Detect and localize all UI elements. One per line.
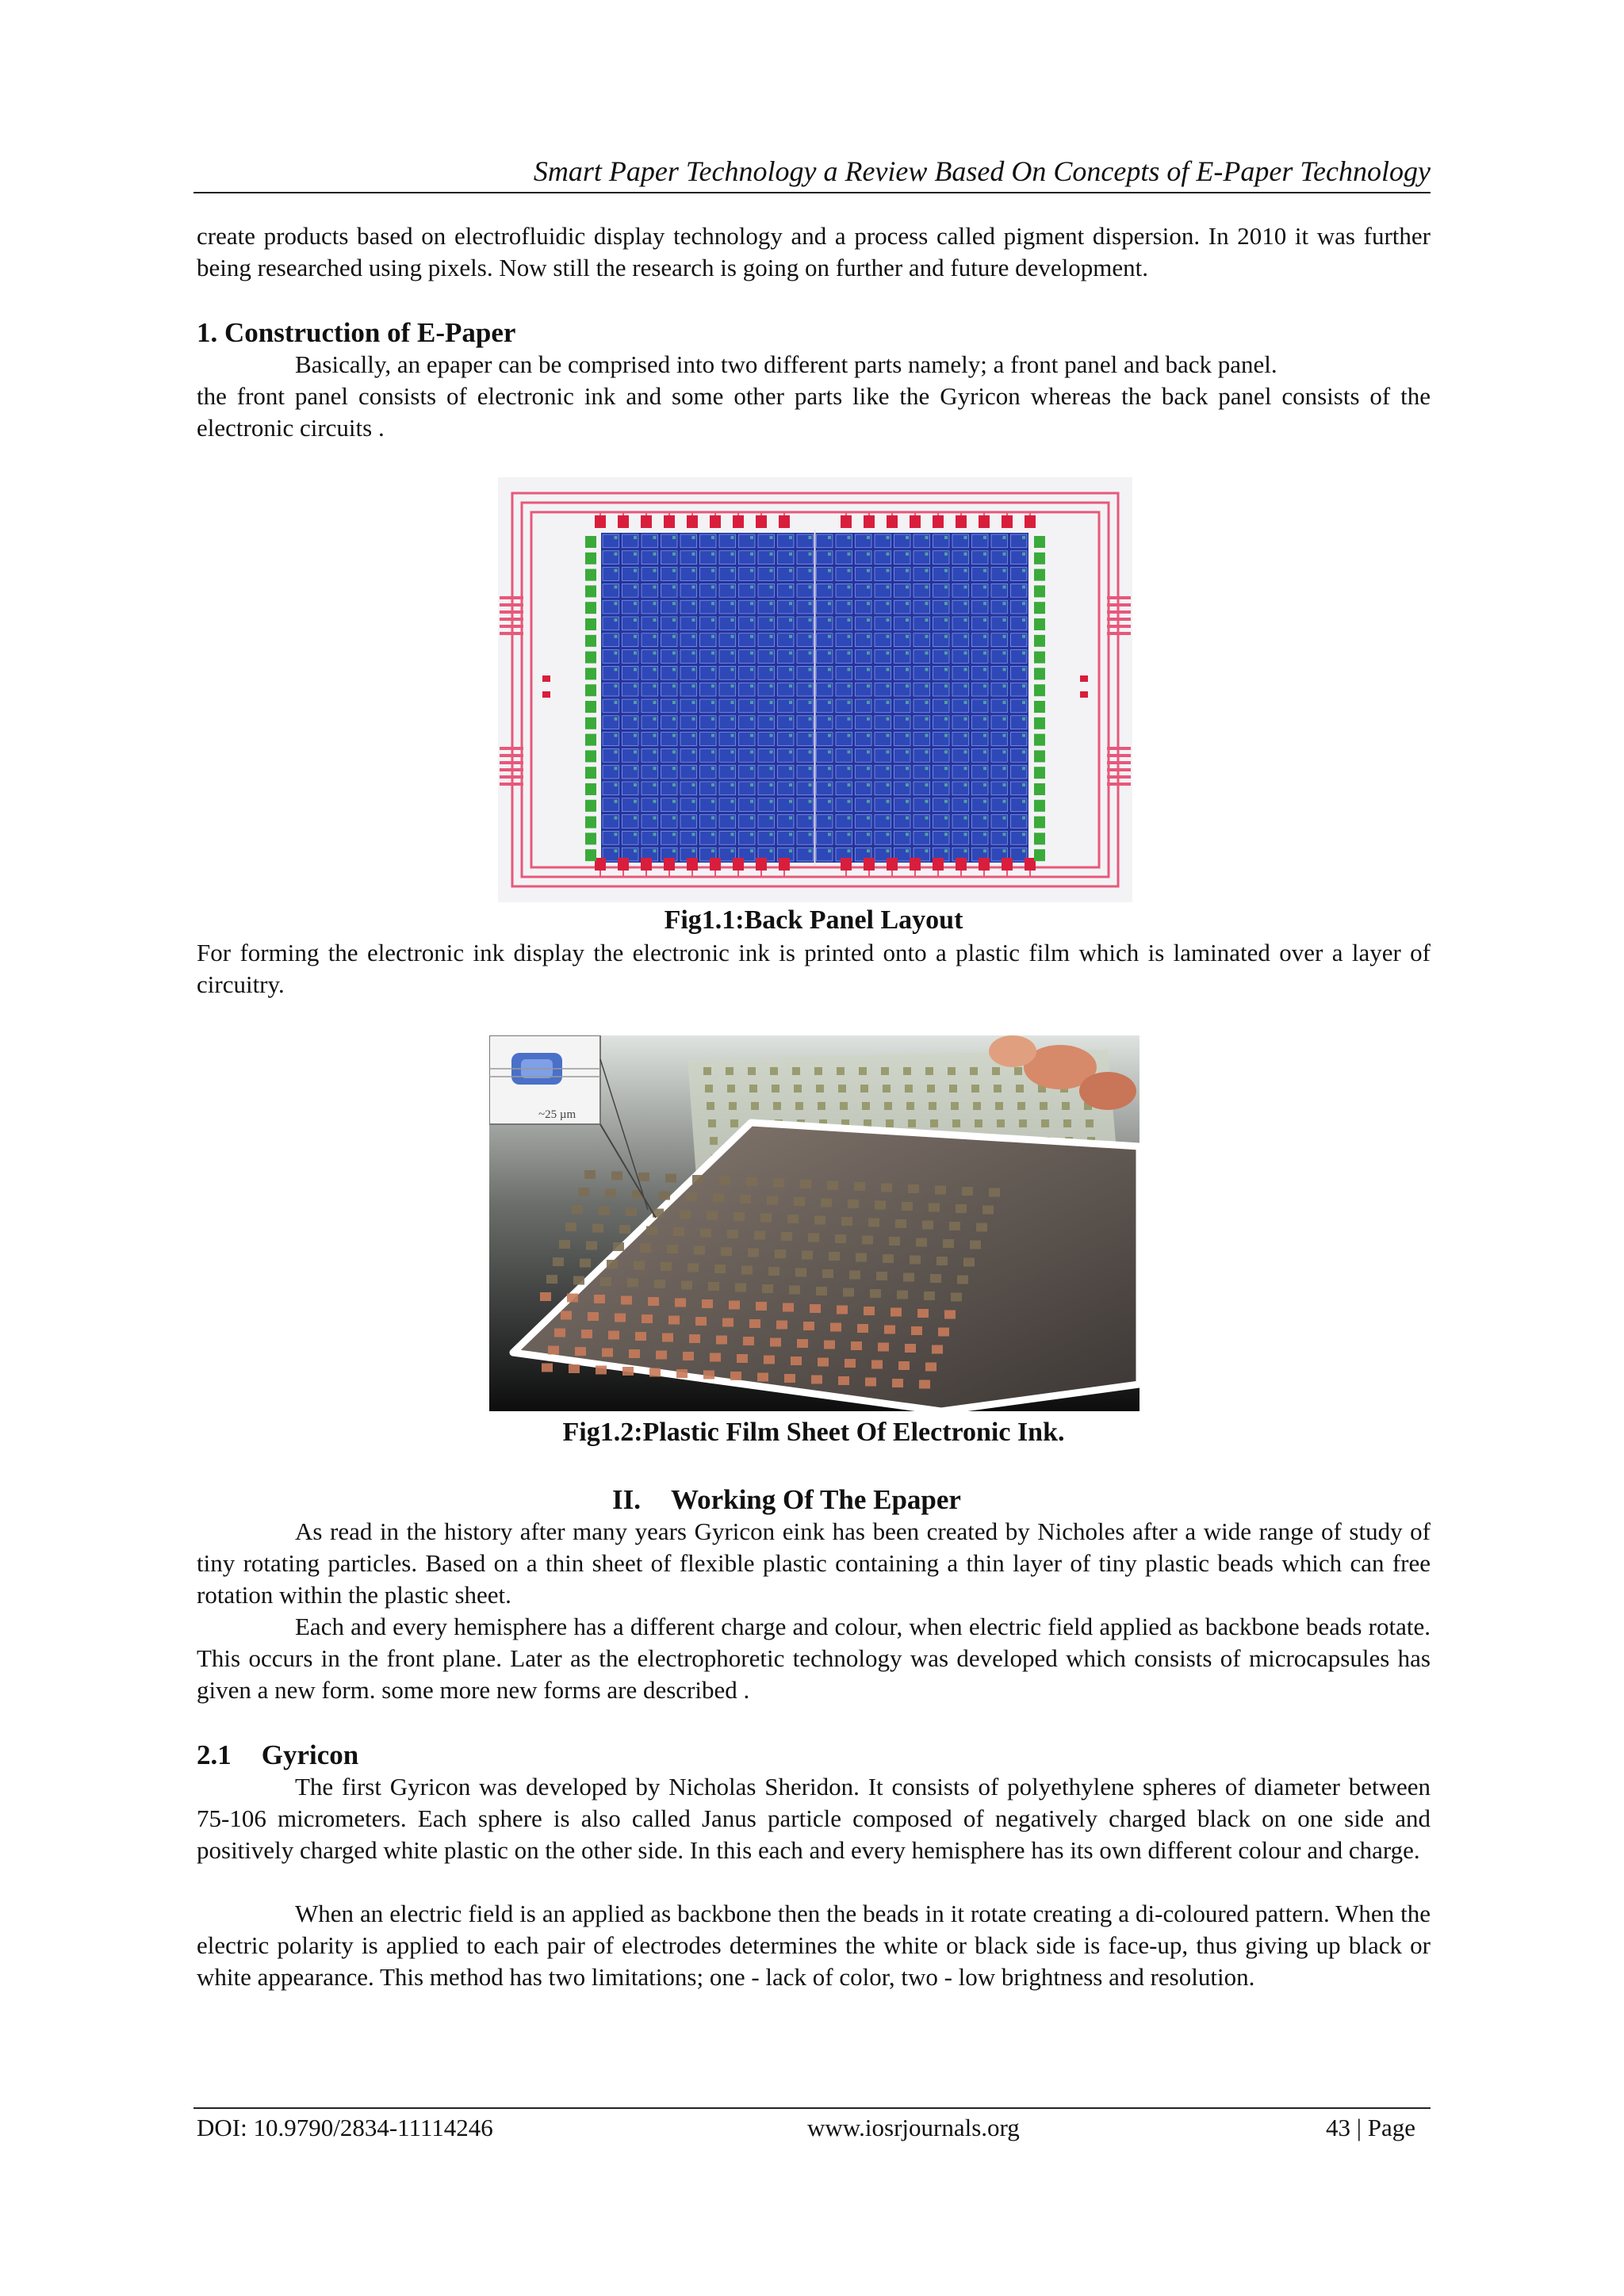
section1-heading: 1. Construction of E-Paper bbox=[197, 317, 516, 348]
section2-paragraph-2: Each and every hemisphere has a different charge and colour, when electric field applied as backbone beads rotate. This occurs in the front plane. Later as the electrophoretic technology was developed which consists of microcapsules has given a new form. some more new forms are described . bbox=[197, 1613, 1431, 1704]
figure1-caption: Fig1.1:Back Panel Layout bbox=[664, 905, 963, 935]
section2-number: II. bbox=[612, 1484, 641, 1515]
section21-paragraph-2: When an electric field is an applied as backbone then the beads in it rotate creating a di-coloured pattern. When the electric polarity is applied to each pair of electrodes determines the white or black side is face-up, thus giving up black or white appearance. This method has two limitations; one - lack of color, two - low brightness and resolution. bbox=[197, 1900, 1431, 1991]
footer-website: www.iosrjournals.org bbox=[807, 2114, 1020, 2141]
section21-heading bbox=[197, 1738, 358, 1773]
section2-paragraph-1: As read in the history after many years Gyricon eink has been created by Nicholes after a wide range of study of tiny rotating particles. Based on a thin sheet of flexible plastic containing a thin layer of tiny plastic beads which can free rotation within the plastic sheet. bbox=[197, 1517, 1431, 1609]
figure2-caption: Fig1.2:Plastic Film Sheet Of Electronic Ink. bbox=[562, 1418, 1065, 1447]
section21-paragraph-1: The first Gyricon was developed by Nicholas Sheridon. It consists of polyethylene spheres of diameter between 75-106 micrometers. Each sphere is also called Janus particle composed of negatively charged black on one side and positively charged white plastic on the other side. In this each and every hemisphere has its own different colour and charge. bbox=[197, 1773, 1431, 1864]
intro-paragraph: create products based on electrofluidic display technology and a process called pigment dispersion. In 2010 it was further being researched using pixels. Now still the research is going on further and future development. bbox=[197, 222, 1431, 281]
section2-heading bbox=[612, 1483, 961, 1517]
header-rule bbox=[193, 192, 1431, 193]
section2-title: Working Of The Epaper bbox=[671, 1484, 961, 1515]
section1-paragraph-2: the front panel consists of electronic ink and some other parts like the Gyricon whereas the back panel consists of the electronic circuits . bbox=[197, 382, 1431, 442]
figure-plastic-film-photo bbox=[489, 1035, 1139, 1411]
inset-scale-label: ~25 µm bbox=[538, 1108, 576, 1121]
section1-paragraph-1: Basically, an epaper can be comprised into two different parts namely; a front panel and back panel. bbox=[295, 350, 1277, 378]
running-header: Smart Paper Technology a Review Based On Concepts of E-Paper Technology bbox=[533, 155, 1431, 187]
back-panel-circuit-illustration bbox=[498, 477, 1132, 902]
footer-rule bbox=[193, 2107, 1431, 2109]
section21-title: Gyricon bbox=[261, 1739, 359, 1770]
footer-page-number: 43 | Page bbox=[1326, 2114, 1415, 2141]
after-figure1-paragraph: For forming the electronic ink display the electronic ink is printed onto a plastic film which is laminated over a layer of circuitry. bbox=[197, 939, 1431, 998]
footer-doi: DOI: 10.9790/2834-11114246 bbox=[197, 2114, 493, 2141]
plastic-film-illustration bbox=[489, 1035, 1139, 1411]
figure-back-panel-layout bbox=[498, 477, 1132, 902]
section21-number: 2.1 bbox=[197, 1739, 232, 1770]
